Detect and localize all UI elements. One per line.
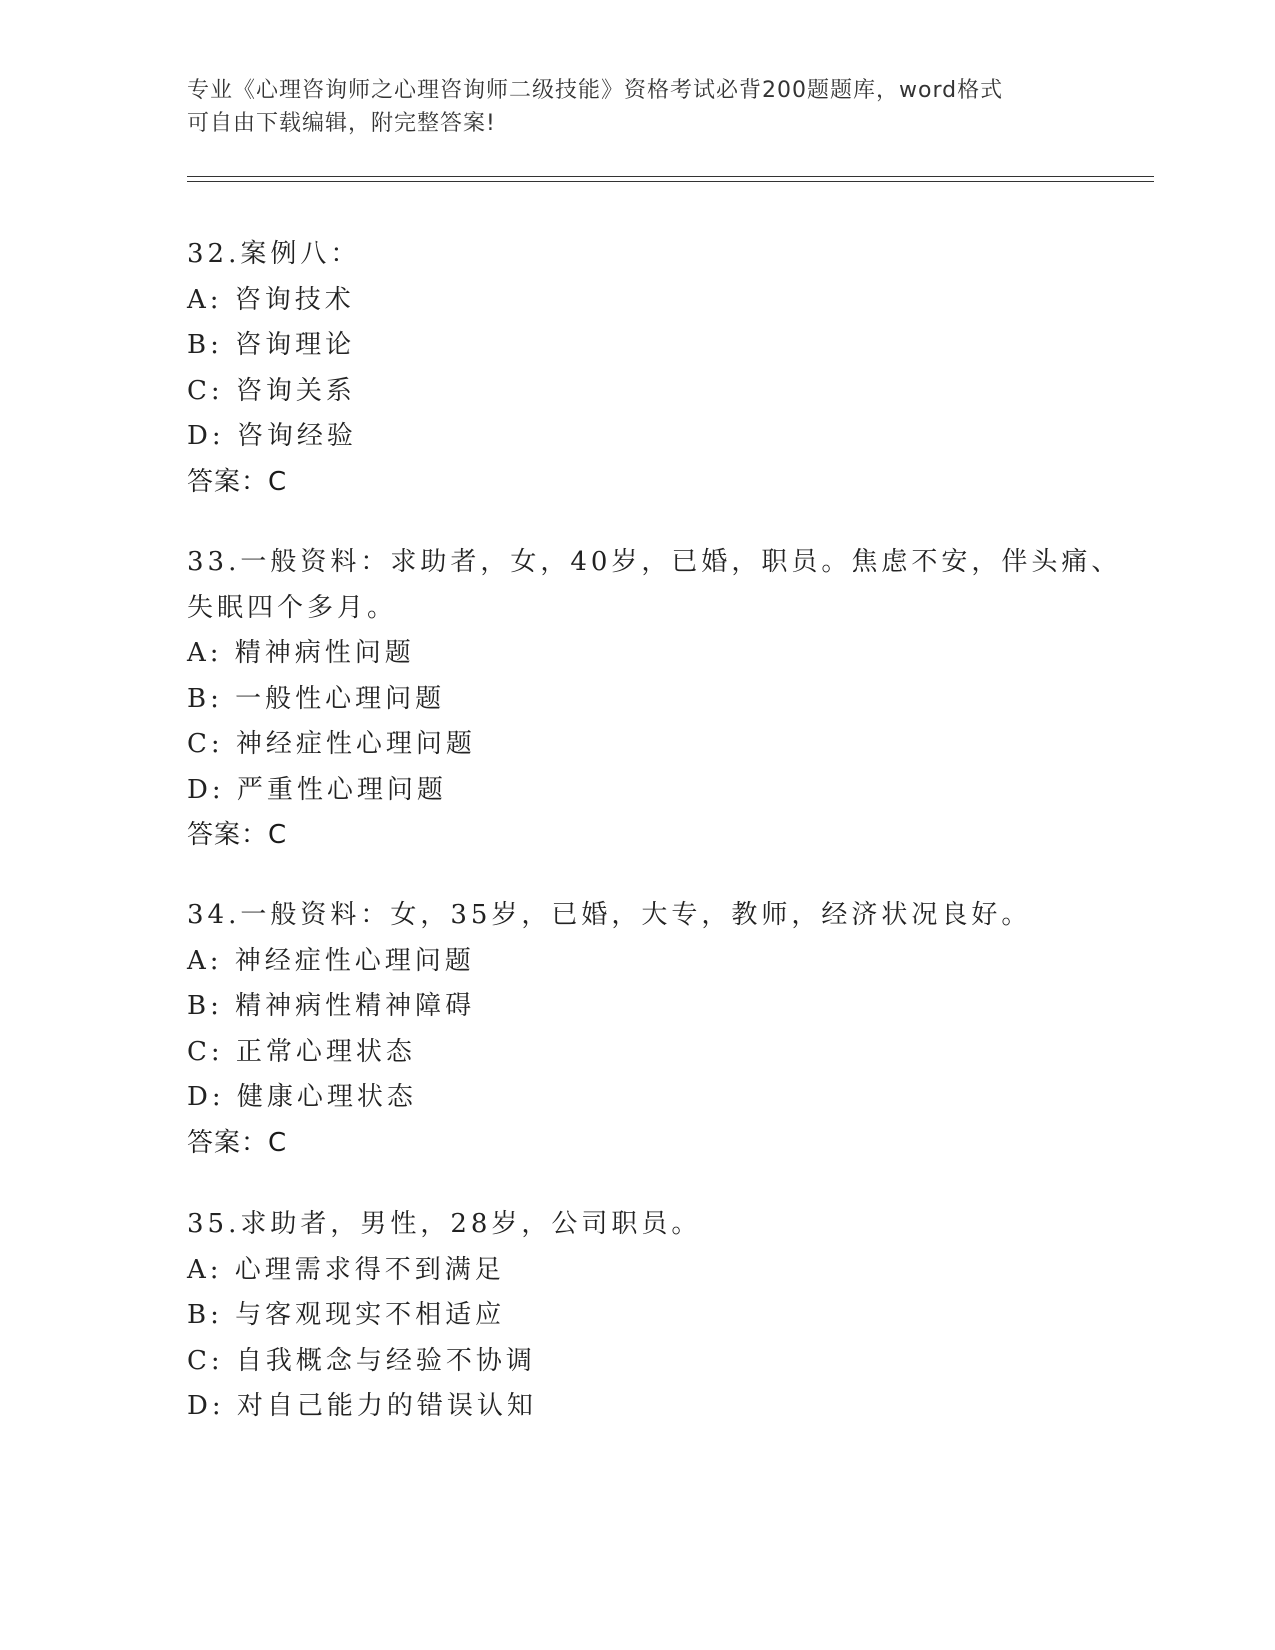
header-divider-top (187, 176, 1154, 177)
question-stem: 34.一般资料：女，35岁，已婚，大专，教师，经济状况良好。 (187, 900, 1032, 930)
option-d: D: 咨询经验 (187, 421, 357, 451)
question-stem: 35.求助者，男性，28岁，公司职员。 (187, 1209, 702, 1239)
option-d: D: 健康心理状态 (187, 1082, 417, 1112)
option-a: A: 心理需求得不到满足 (187, 1254, 505, 1285)
option-b: B: 精神病性精神障碍 (187, 991, 476, 1021)
question-stem-line-1: 33.一般资料：求助者，女，40岁，已婚，职员。焦虑不安，伴头痛、 (187, 547, 1122, 577)
option-b: B: 与客观现实不相适应 (187, 1300, 506, 1330)
header-line-2: 可自由下载编辑，附完整答案! (187, 111, 496, 136)
option-c: C: 正常心理状态 (187, 1036, 416, 1067)
option-b: B: 咨询理论 (187, 330, 356, 360)
option-c: C: 自我概念与经验不协调 (187, 1345, 536, 1376)
header-divider-bottom (187, 181, 1154, 182)
answer-label: 答案：C (187, 466, 288, 497)
question-32 (187, 232, 1087, 505)
option-b: B: 一般性心理问题 (187, 683, 446, 714)
question-stem-line-2: 失眠四个多月。 (187, 592, 398, 623)
option-a: A: 精神病性问题 (187, 638, 415, 668)
option-a: A: 神经症性心理问题 (187, 945, 475, 976)
header-line-1: 专业《心理咨询师之心理咨询师二级技能》资格考试必背200题题库，word格式 (187, 78, 1004, 103)
option-d: D: 对自己能力的错误认知 (187, 1391, 537, 1421)
question-stem: 32.案例八： (187, 239, 361, 269)
option-d: D: 严重性心理问题 (187, 774, 447, 805)
question-33 (187, 540, 1122, 859)
answer-label: 答案：C (187, 820, 288, 850)
option-c: C: 神经症性心理问题 (187, 729, 476, 759)
option-c: C: 咨询关系 (187, 375, 356, 406)
document-header (187, 74, 1087, 140)
question-35 (187, 1202, 1087, 1430)
question-34 (187, 893, 1087, 1166)
option-a: A: 咨询技术 (187, 284, 355, 315)
answer-label: 答案：C (187, 1127, 288, 1158)
